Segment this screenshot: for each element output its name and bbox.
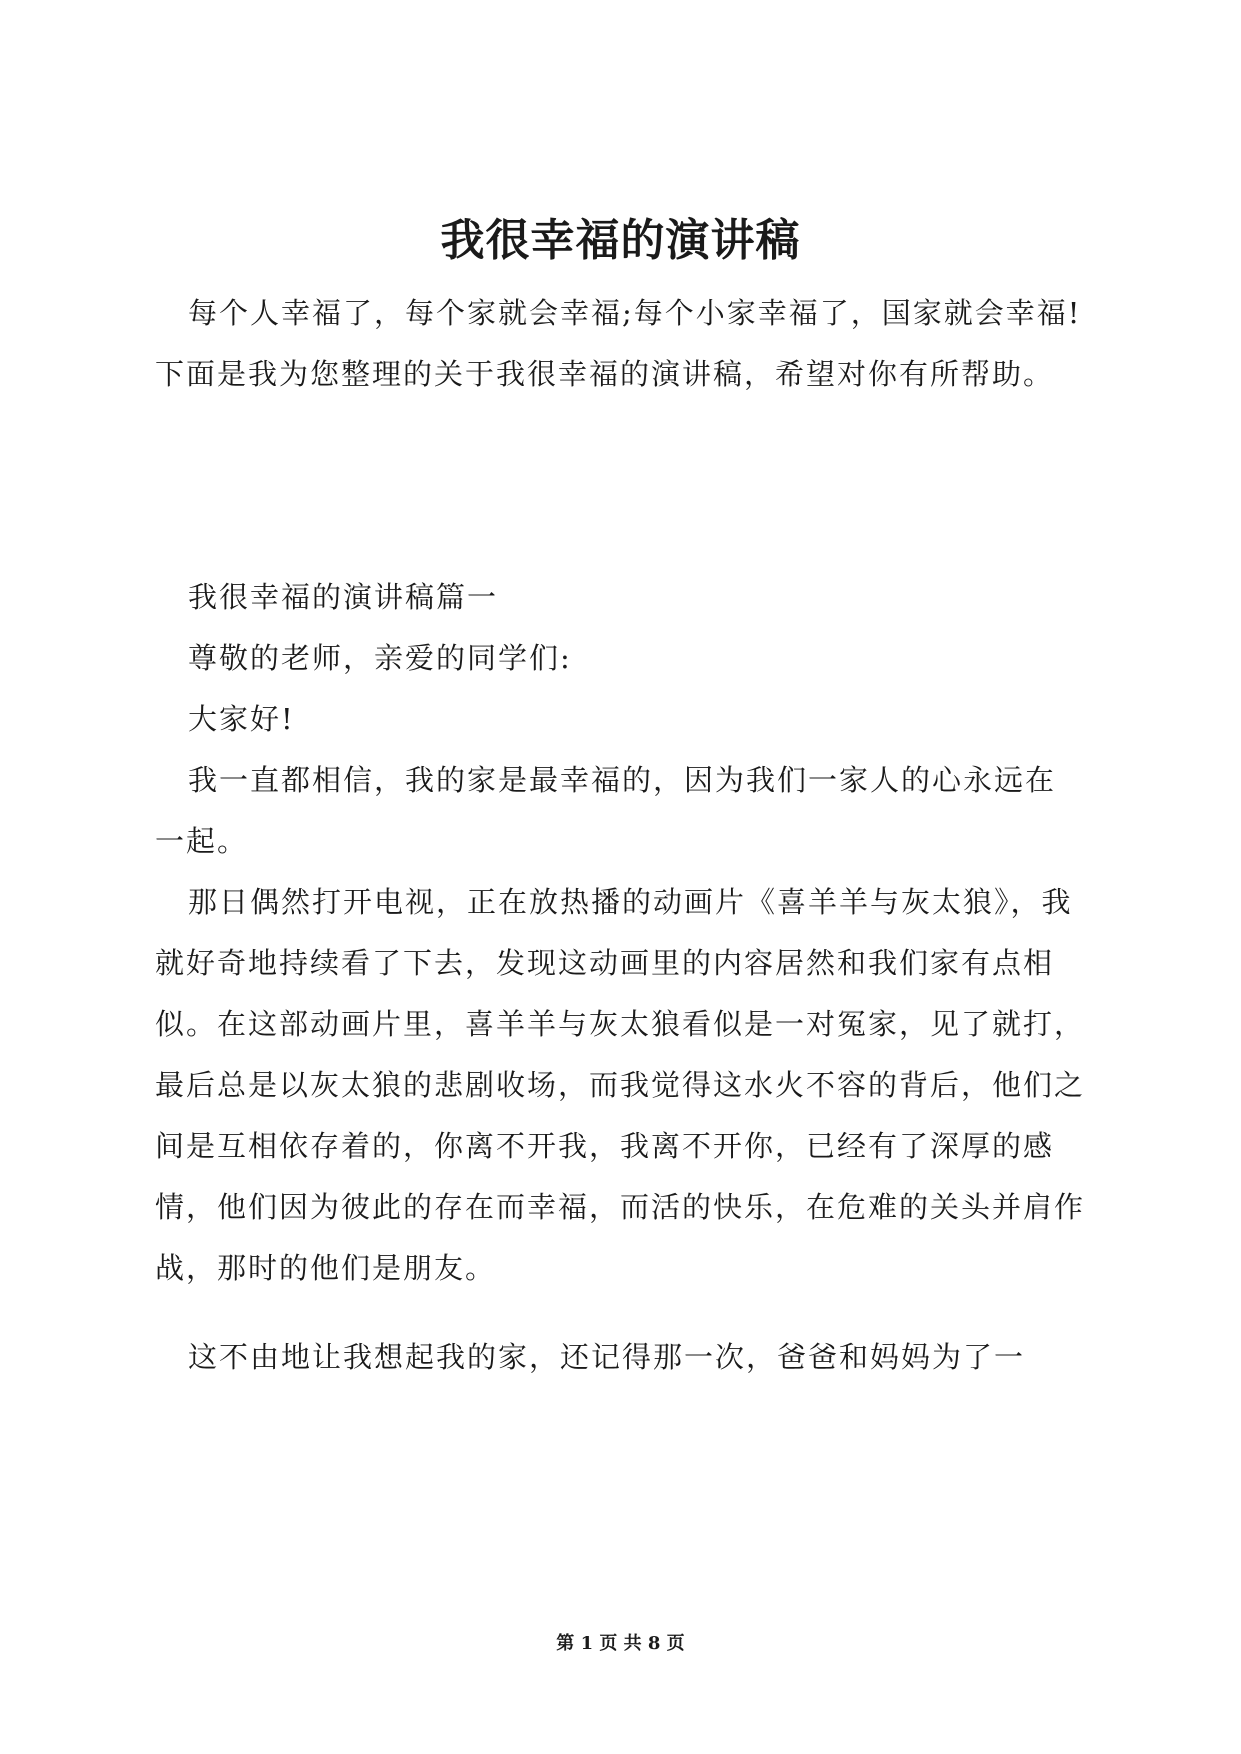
section-heading: 我很幸福的演讲稿篇一 [188,580,499,614]
body-paragraph: 那日偶然打开电视，正在放热播的动画片《喜羊羊与灰太狼》，我就好奇地持续看了下去，发现这动画里的内容居然和我们家有点相似。在这部动画片里，喜羊羊与灰太狼看似是一对冤家，见了就打，最后总是以灰太狼的悲剧收场，而我觉得这水火不容的背后，他们之间是互相依存着的，你离不开我，我离不开你，已经有了深厚的感情，他们因为彼此的存在而幸福，而活的快乐，在危难的关头并肩作战，那时的他们是朋友。 [155,885,1086,1285]
salutation-paragraph: 尊敬的老师，亲爱的同学们: [188,641,572,675]
page-title: 我很幸福的演讲稿 [440,215,801,267]
page-number-footer: 第 1 页 共 8 页 [556,1633,685,1654]
body-paragraph: 这不由地让我想起我的家，还记得那一次，爸爸和妈妈为了一 [188,1340,1026,1374]
body-paragraph: 我一直都相信，我的家是最幸福的，因为我们一家人的心永远在一起。 [155,763,1057,858]
greeting-paragraph: 大家好! [188,702,295,736]
intro-paragraph: 每个人幸福了，每个家就会幸福;每个小家幸福了，国家就会幸福!下面是我为您整理的关于我很幸福的演讲稿，希望对你有所帮助。 [155,296,1082,391]
